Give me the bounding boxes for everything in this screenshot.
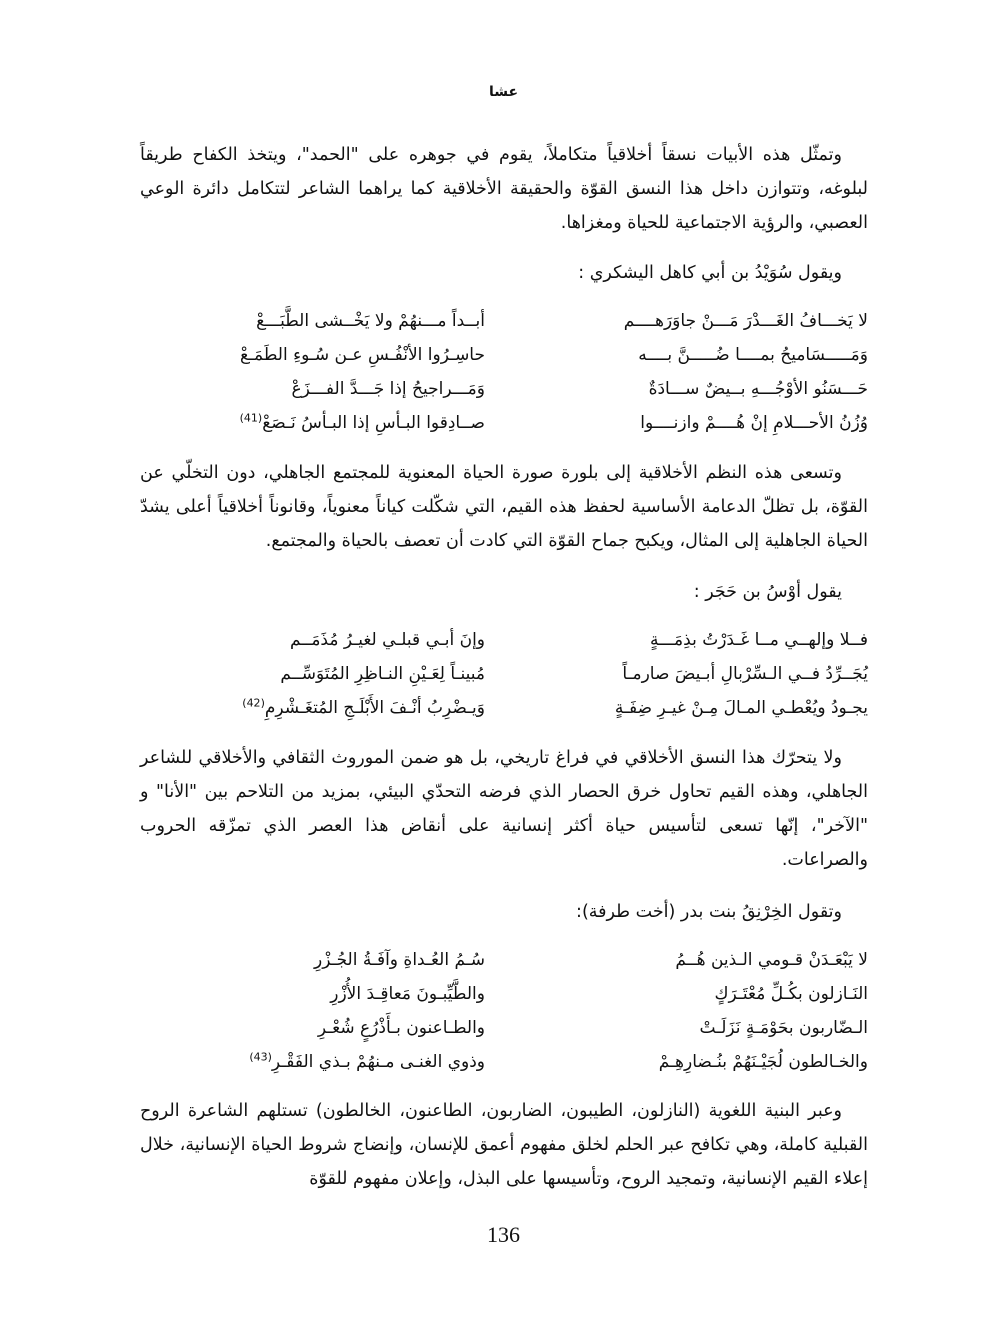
hemistich-text: صــادِقوا البـأسِ إذا البـأسُ نَـصَعْ (262, 413, 485, 433)
verse (140, 372, 868, 406)
footnote-ref: (42) (242, 696, 265, 710)
verse (140, 623, 868, 657)
verse-first-hemistich: حَـــسَنُو الأوْجُـــهِ بــيضٌ ســـادَةٌ (648, 379, 868, 399)
poem-suwayd (140, 304, 868, 440)
verse-first-hemistich: يُجَــرِّدُ فــي الـسِّرْبالِ أبـيضَ صارمـاً (622, 664, 868, 684)
paragraph-text: ولا يتحرّك هذا النسق الأخلاقي في فراغ تاريخي، بل هو ضمن الموروث الثقافي والأخلاقي للشاعر الجاهلي، وهذه القيم تحاول خرق الحصار الذي فرضه التحدّي البيئي، بمزيد من التلاحم بين "الأنا" و "الآخر"، إنّها تسعى لتأسيس حياة أكثر إنسانية على أنقاض هذا العصر الذي تمزّقه الحروب والصراعات. (140, 748, 868, 870)
hemistich-text: أبــداً مـــنهُمْ ولا يَخْــشى الطَّبَـــعْ (256, 311, 485, 331)
verse-second-hemistich (140, 943, 485, 977)
verse-second-hemistich (140, 338, 485, 372)
verse (140, 1011, 868, 1045)
paragraph-2 (140, 456, 868, 558)
hemistich-text: مُبينـاً لِعَـيْنِ النـاظِرِ المُتَوَسِّــم (280, 664, 485, 684)
poem-intro-aws (140, 575, 868, 609)
verse-second-hemistich (140, 977, 485, 1011)
footnote-ref: (41) (239, 411, 263, 425)
verse (140, 691, 868, 725)
paragraph-text: وتمثّل هذه الأبيات نسقاً أخلاقياً متكاملاً، يقوم في جوهره على "الحمد"، ويتخذ الكفاح طريقاً لبلوغه، وتتوازن داخل هذا النسق القوّة والحقيقة الأخلاقية كما يراهما الشاعر لتتكامل دائرة الوعي العصبي، والرؤية الاجتماعية للحياة ومغزاها. (140, 145, 868, 233)
hemistich-text: حاسِـرُوا الأنْفُـسِ عـن سُـوءِ الطَمَـعْ (239, 345, 485, 365)
hemistich-text: والطـاعنون بـأَذْرُعٍ شُعْـرِ (317, 1018, 485, 1038)
verse-first-hemistich: فــلا وإلهــي مــا غَـدَرْتُ بذِمَـــةٍ (650, 630, 868, 650)
verse-first-hemistich: لا يَبْعَـدَنْ قـومي الـذين هُــمُ (675, 950, 868, 970)
paragraph-3 (140, 741, 868, 877)
verse-second-hemistich (140, 657, 485, 691)
verse-first-hemistich: النَـازلون بكُـلِّ مُعْتَـرَكٍ (714, 984, 868, 1004)
verse (140, 338, 868, 372)
verse-first-hemistich: وُزُنُ الأحـــلامِ إنْ هُــــمْ وازنــــوا (640, 413, 868, 433)
poem-intro-suwayd (140, 256, 868, 290)
poem-khirniq (140, 943, 868, 1079)
running-head: عشا (488, 84, 519, 100)
verse (140, 943, 868, 977)
verse-second-hemistich (140, 304, 485, 338)
verse (140, 304, 868, 338)
paragraph-1 (140, 138, 868, 240)
paragraph-text: وتسعى هذه النظم الأخلاقية إلى بلورة صورة الحياة المعنوية للمجتمع الجاهلي، دون التخلّي عن القوّة، بل تظلّ الدعامة الأساسية لحفظ هذه القيم، التي شكّلت كياناً معنوياً، وقانوناً أخلاقياً أعلى يشدّ الحياة الجاهلية إلى المثال، ويكبح جماح القوّة التي كادت أن تعصف بالحياة والمجتمع. (140, 463, 868, 551)
verse-second-hemistich (140, 1011, 485, 1045)
verse-second-hemistich (140, 372, 485, 406)
verse-first-hemistich: لا يَخـــافُ الغَـــدْرَ مَـــنْ جاوَرَهــــم (623, 311, 868, 331)
intro-text: وتقول الخِرْنِقُ بنت بدر (أخت طرفة): (576, 902, 842, 922)
paragraph-4 (140, 1094, 868, 1196)
verse (140, 977, 868, 1011)
verse-first-hemistich: الـضّاربون بحَوْمَـةٍ نَزَلَـتْ (699, 1018, 868, 1038)
hemistich-text: وذوي الغنـى مـنهُمْ بـذي الفَقْـرِ (271, 1052, 485, 1072)
hemistich-text: سُـمُ العُـداةِ وآفَـةُ الجُـزْرِ (314, 950, 485, 970)
poem-intro-khirniq (140, 895, 868, 929)
hemistich-text: وَيـضْرِبُ أنْـفَ الأَبْلَـجِ المُتغَـشْرِمِ (264, 698, 485, 718)
verse-second-hemistich (140, 1045, 485, 1079)
verse (140, 1045, 868, 1079)
hemistich-text: والطَّيِّبـونَ مَعاقِـدَ الأُزْرِ (330, 984, 485, 1004)
verse-first-hemistich: والخـالطون لُجَيْـنَهُمْ بنُـضارِهِـمْ (658, 1052, 868, 1072)
verse-first-hemistich: وَمَـــــسَاميحُ بمــــا ضُـــــنَّ بــــه (638, 345, 868, 365)
verse (140, 406, 868, 440)
footnote-ref: (43) (249, 1050, 272, 1064)
page-number: 136 (487, 1222, 520, 1247)
hemistich-text: وإنَ أبـي قبلـي لغيـرُ مُذَمَــم (290, 630, 485, 650)
paragraph-text: وعبر البنية اللغوية (النازلون، الطيبون، الضاربون، الطاعنون، الخالطون) تستلهم الشاعرة الروح القبلية كاملة، وهي تكافح عبر الحلم لخلق مفهوم أعمق للإنسان، وإنضاج شروط الحياة الإنسانية، خلال إعلاء القيم الإنسانية، وتمجيد الروح، وتأسيسها على البذل، وإعلان مفهوم للقوّة (140, 1101, 868, 1189)
verse-second-hemistich (140, 406, 485, 440)
intro-text: ويقول سُوَيْدُ بن أبي كاهل اليشكري : (578, 263, 842, 283)
verse-second-hemistich (140, 623, 485, 657)
verse-second-hemistich (140, 691, 485, 725)
hemistich-text: وَمَـــراجيحُ إذا جَـــدَّ الفـــزَعْ (291, 379, 485, 399)
intro-text: يقول أوْسُ بن حَجَر : (693, 582, 842, 602)
verse (140, 657, 868, 691)
poem-aws (140, 623, 868, 725)
verse-first-hemistich: يجـودُ ويُعْطـي المـالَ مِـنْ غيـرِ ضِفَـةٍ (614, 698, 868, 718)
